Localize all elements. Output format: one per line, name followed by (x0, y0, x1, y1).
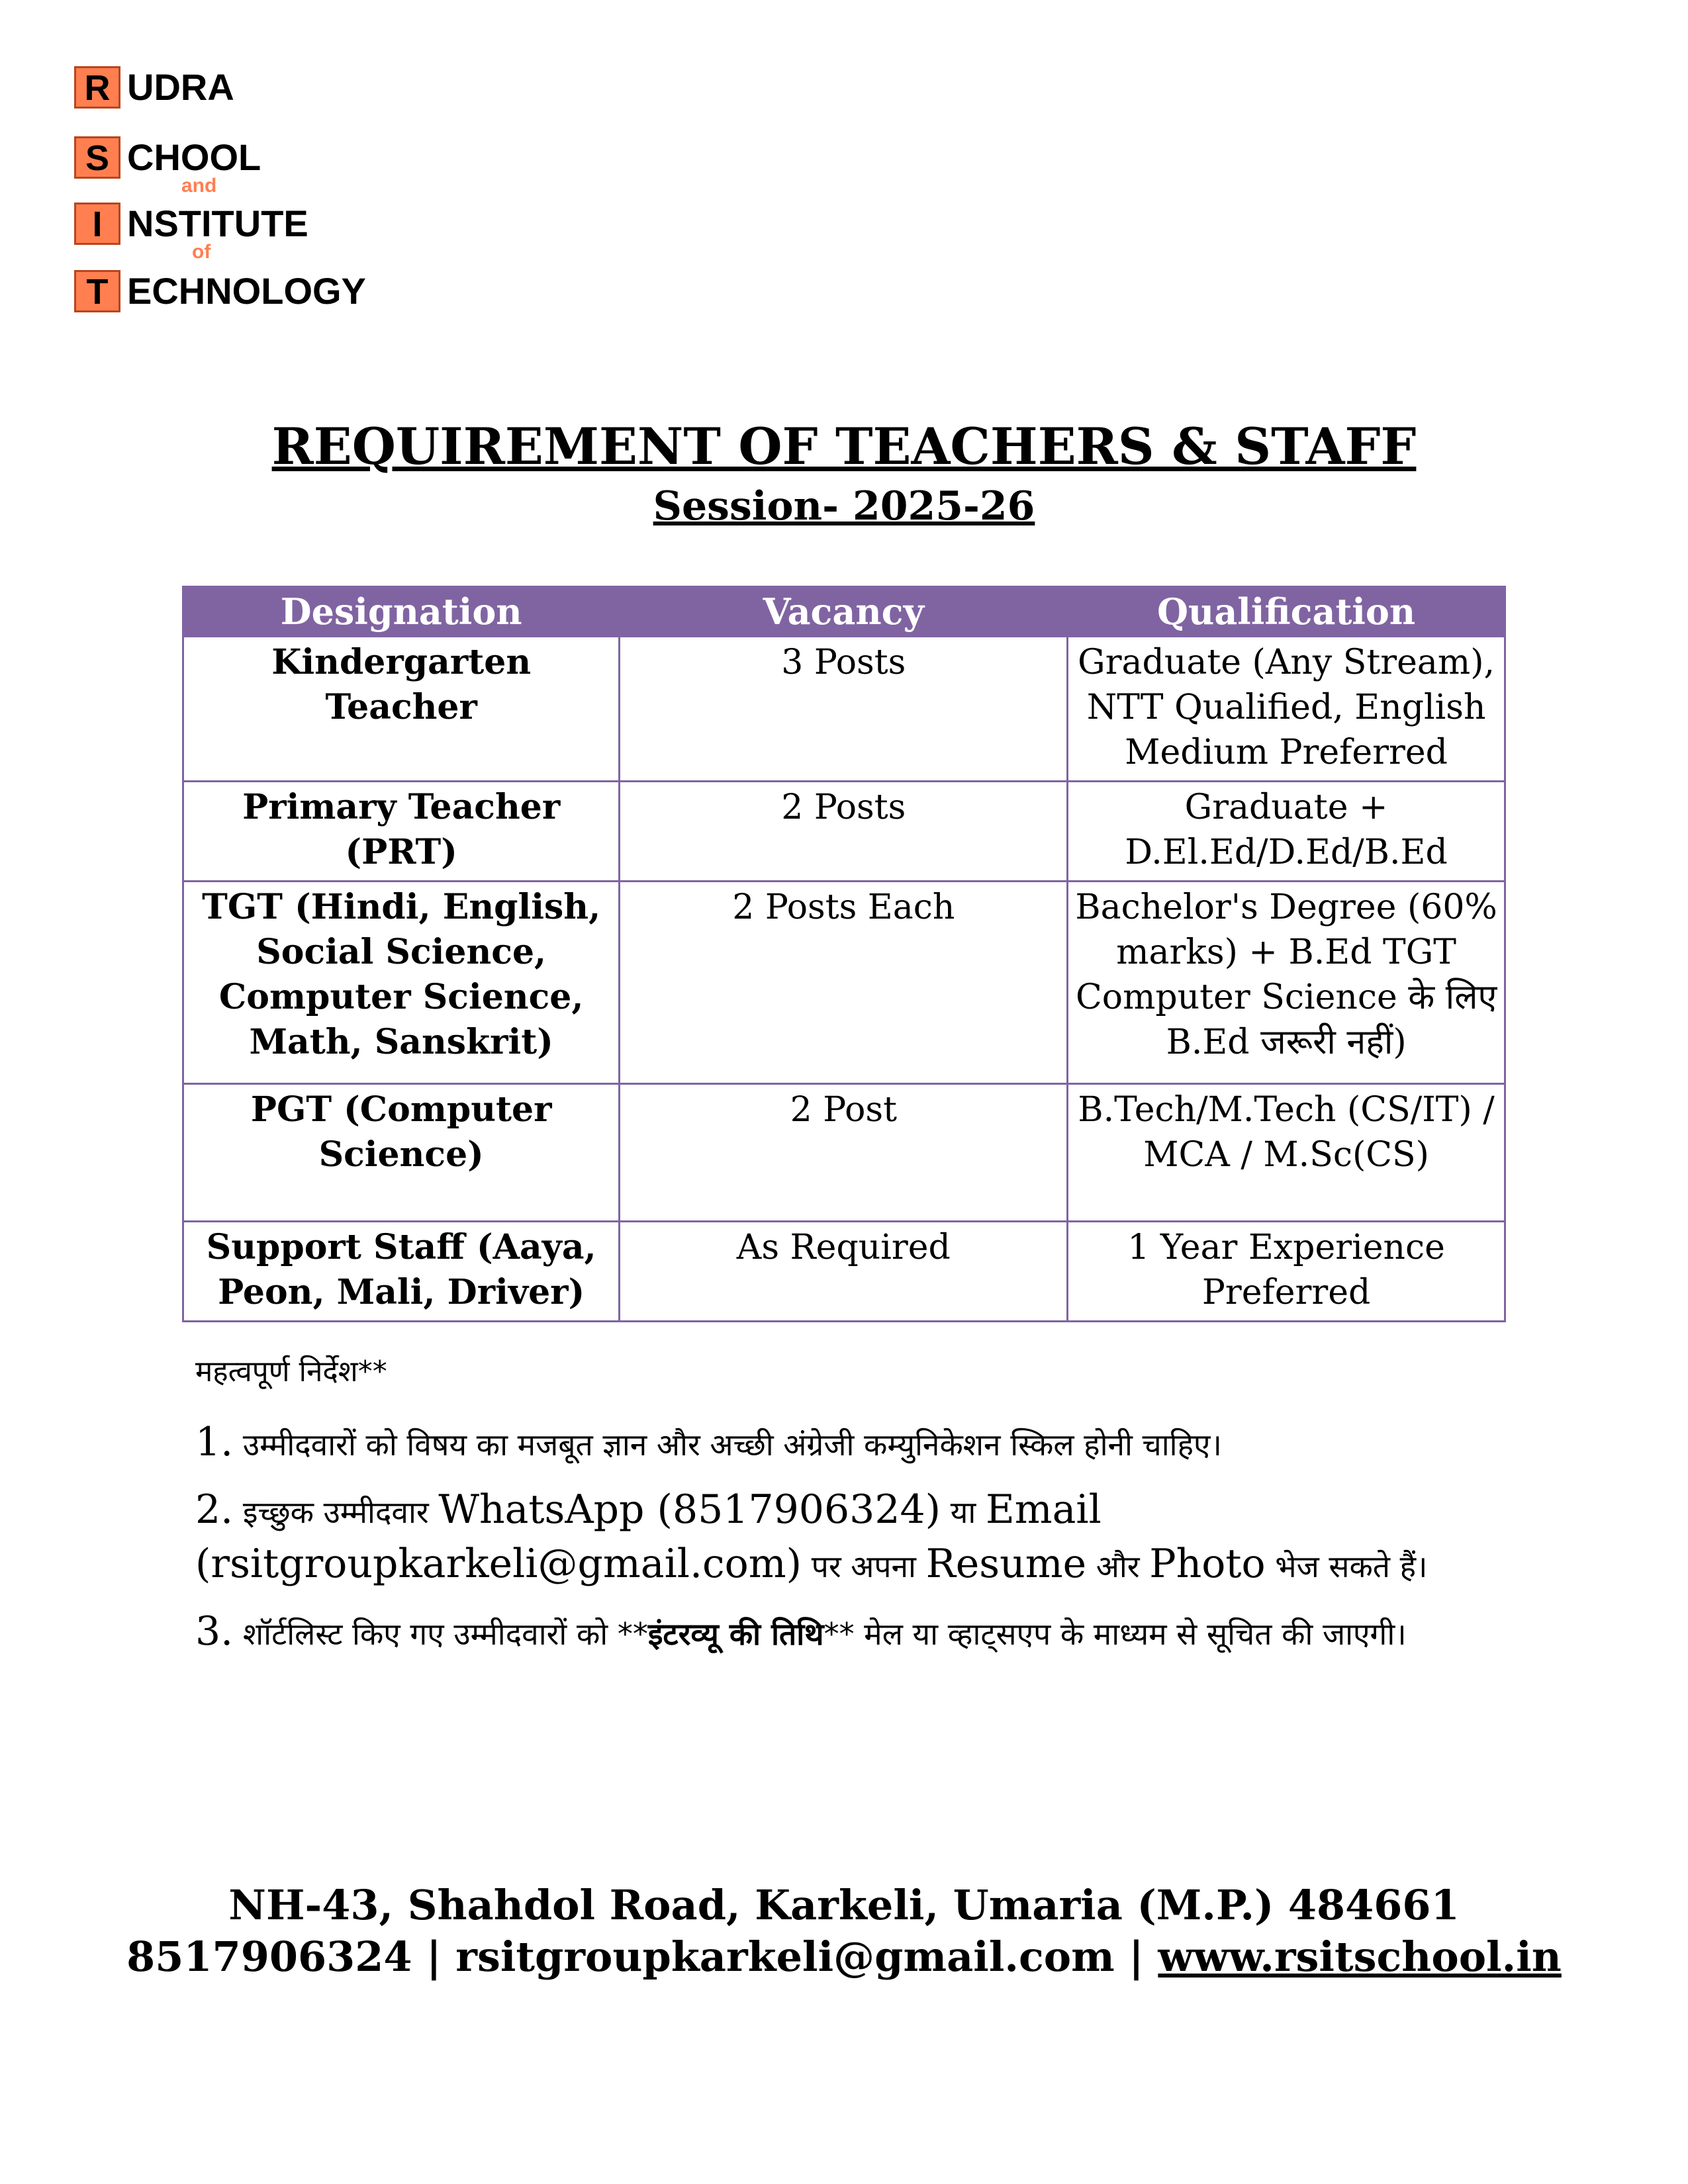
table-row (183, 782, 1505, 882)
designation-cell: Support Staff (Aaya, Peon, Mali, Driver) (183, 1222, 620, 1322)
logo-connector-of: of (192, 241, 211, 263)
instruction-2-text-e: पर अपना (811, 1549, 916, 1584)
logo-word-nstitute: NSTITUTE (127, 203, 308, 244)
table-row (183, 882, 1505, 1084)
important-instructions (195, 1350, 1453, 1673)
page-title: REQUIREMENT OF TEACHERS & STAFF (271, 417, 1417, 476)
website-link[interactable]: www.rsitschool.in (1158, 1933, 1562, 1981)
vacancy-cell: 2 Posts Each (620, 882, 1068, 1084)
table-row (183, 1084, 1505, 1222)
qualification-cell: Bachelor's Degree (60% marks) + B.Ed TGT Computer Science के लिए B.Ed जरूरी नहीं) (1068, 882, 1505, 1084)
table-row (183, 637, 1505, 782)
logo-letter-t: T (74, 270, 120, 312)
instruction-2-number: 2. (195, 1486, 234, 1533)
header-vacancy: Vacancy (620, 587, 1068, 637)
designation-cell: PGT (Computer Science) (183, 1084, 620, 1222)
footer-contact-line (0, 1931, 1688, 1983)
vacancy-cell: 2 Post (620, 1084, 1068, 1222)
photo-word: Photo (1149, 1541, 1266, 1587)
logo-letter-s: S (74, 136, 120, 179)
instructions-heading: महत्वपूर्ण निर्देश** (195, 1355, 387, 1388)
session-label: Session- 2025-26 (653, 483, 1035, 529)
qualification-cell: 1 Year Experience Preferred (1068, 1222, 1505, 1322)
logo-word-chool: CHOOL (127, 136, 261, 178)
header-designation: Designation (183, 587, 620, 637)
logo-letter-i: I (74, 203, 120, 245)
footer-contact: 8517906324 | rsitgroupkarkeli@gmail.com | (126, 1933, 1158, 1981)
qualification-cell: Graduate + D.El.Ed/D.Ed/B.Ed (1068, 782, 1505, 882)
instruction-1-text: उम्मीदवारों को विषय का मजबूत ज्ञान और अच्छी अंग्रेजी कम्युनिकेशन स्किल होनी चाहिए। (242, 1427, 1222, 1463)
footer-address: NH-43, Shahdol Road, Karkeli, Umaria (M.P.) 484661 (228, 1881, 1460, 1929)
email-contact: Email (rsitgroupkarkeli@gmail.com) (195, 1486, 1102, 1587)
logo-connector-and: and (181, 175, 217, 197)
designation-cell: Kindergarten Teacher (183, 637, 620, 782)
resume-word: Resume (925, 1541, 1087, 1587)
instruction-3-number: 3. (195, 1608, 234, 1655)
vacancy-cell: 3 Posts (620, 637, 1068, 782)
header-qualification: Qualification (1068, 587, 1505, 637)
instruction-3-text-c: ** मेल या व्हाट्सएप के माध्यम से सूचित की जाएगी। (823, 1616, 1407, 1652)
footer (0, 1880, 1688, 1983)
vacancy-cell: As Required (620, 1222, 1068, 1322)
instruction-1 (195, 1416, 1453, 1471)
table-header-row (183, 587, 1505, 637)
instruction-3-text-a: शॉर्टलिस्ट किए गए उम्मीदवारों को ** (242, 1616, 648, 1652)
instruction-2-text-c: या (950, 1494, 976, 1530)
instruction-2-text-i: भेज सकते हैं। (1275, 1549, 1428, 1584)
vacancy-table (182, 586, 1506, 1322)
logo-word-echnology: ECHNOLOGY (127, 270, 366, 312)
instruction-3 (195, 1606, 1453, 1660)
designation-cell: Primary Teacher (PRT) (183, 782, 620, 882)
qualification-cell: B.Tech/M.Tech (CS/IT) / MCA / M.Sc(CS) (1068, 1084, 1505, 1222)
logo-letter-r: R (74, 66, 120, 109)
table-row (183, 1222, 1505, 1322)
instruction-2 (195, 1484, 1453, 1592)
designation-cell: TGT (Hindi, English, Social Science, Computer Science, Math, Sanskrit) (183, 882, 620, 1084)
instruction-1-number: 1. (195, 1419, 234, 1465)
whatsapp-contact: WhatsApp (8517906324) (438, 1486, 941, 1533)
instruction-2-text-a: इच्छुक उम्मीदवार (242, 1494, 429, 1530)
qualification-cell: Graduate (Any Stream), NTT Qualified, English Medium Preferred (1068, 637, 1505, 782)
interview-date-emphasis: इंटरव्यू की तिथि (647, 1616, 824, 1652)
logo-word-udra: UDRA (127, 66, 234, 108)
vacancy-cell: 2 Posts (620, 782, 1068, 882)
instruction-2-text-g: और (1096, 1549, 1140, 1584)
